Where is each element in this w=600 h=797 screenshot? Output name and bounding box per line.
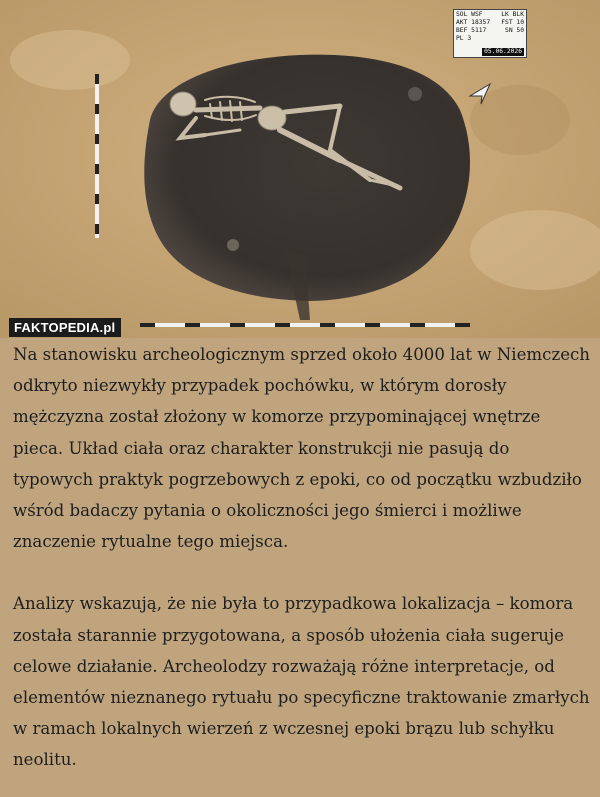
label-cell: PL 3 [456,35,472,42]
vertical-scale-bar [95,74,99,238]
label-cell: BEF 5117 [456,27,487,34]
label-cell: FST 10 [501,19,524,26]
article-body [0,338,600,776]
faktopedia-logo[interactable]: FAKTOPEDIA.pl [9,318,121,337]
label-row [456,11,524,19]
label-cell: LK BLK [501,11,524,18]
label-row [456,35,524,43]
label-cell: SN 50 [505,27,524,34]
article-paragraph: Analizy wskazują, że nie była to przypadkowa lokalizacja – komora została starannie przygotowana, a sposób ułożenia ciała sugeruje celowe działanie. Archeolodzy rozważają różne interpretacje, od elementów nieznanego rytuału po specyficzne traktowanie zmarłych w ramach lokalnych wierzeń z wczesnej epoki brązu lub schyłku neolitu. [13,594,590,770]
horizontal-scale-bar [140,323,470,327]
label-row [456,27,524,35]
label-cell: SOL WSF [456,11,483,18]
label-date: 05.06.2026 [484,48,522,55]
label-cell: AKT 18357 [456,19,491,26]
find-label-card [453,9,527,58]
stone [408,87,422,101]
article-paragraph: Na stanowisku archeologicznym sprzed około 4000 lat w Niemczech odkryto niezwykły przypadek pochówku, w którym dorosły mężczyzna został złożony w komorze przypominającej wnętrze pieca. Układ ciała oraz charakter konstrukcji nie pasują do typowych praktyk pogrzebowych z epoki, co od początku wzbudziło wśród badaczy pytania o okoliczności jego śmierci i możliwe znaczenie rytualne tego miejsca. [13,345,590,552]
soil-patch [10,30,130,90]
label-row [456,19,524,27]
stone [227,239,239,251]
excavation-photo [0,0,600,338]
